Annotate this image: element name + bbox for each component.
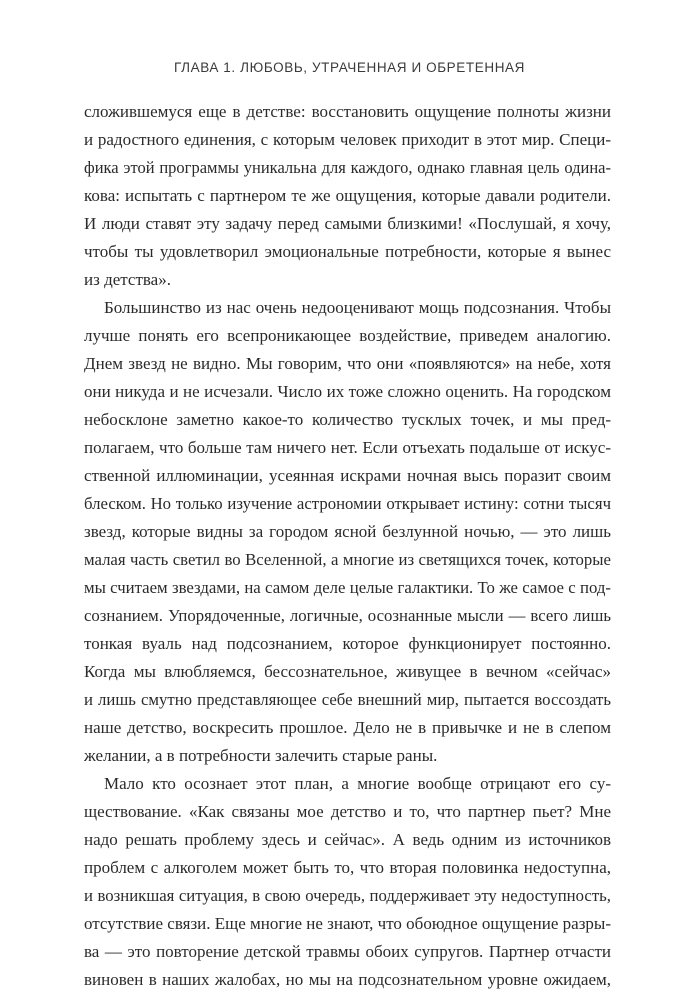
text-line: они никуда и не исчезали. Число их тоже сложно оценить. На городском — [84, 382, 611, 401]
text-line: виновен в наших жалобах, но мы на подсознательном уровне ожидаем, — [84, 970, 611, 989]
text-line: наше детство, воскресить прошлое. Дело не в привычке и не в слепом — [84, 718, 611, 737]
paragraph-3 — [84, 770, 611, 994]
text-line: звезд, которые видны за городом ясной безлунной ночью, — это лишь — [84, 522, 611, 541]
text-line: мы считаем звездами, на самом деле целые галактики. То же самое с под- — [84, 578, 611, 597]
text-line: Большинство из нас очень недооценивают мощь подсознания. Чтобы — [104, 298, 611, 317]
text-line: сложившемуся еще в детстве: восстановить ощущение полноты жизни — [84, 102, 611, 121]
text-line: и лишь смутно представляющее себе внешний мир, пытается воссоздать — [84, 690, 611, 709]
text-line: лучше понять его всепроникающее воздействие, приведем аналогию. — [84, 326, 611, 345]
paragraph-1 — [84, 98, 611, 294]
text-line: желании, а в потребности залечить старые раны. — [84, 746, 438, 765]
text-line: сознанием. Упорядоченные, логичные, осознанные мысли — всего лишь — [84, 606, 611, 625]
text-line: ществование. «Как связаны мое детство и то, что партнер пьет? Мне — [84, 802, 611, 821]
text-line: блеском. Но только изучение астрономии открывает истину: сотни тысяч — [84, 494, 611, 513]
text-line: чтобы ты удовлетворил эмоциональные потребности, которые я вынес — [84, 242, 611, 261]
text-line: тонкая вуаль над подсознанием, которое функционирует постоянно. — [84, 634, 611, 653]
text-line: ва — это повторение детской травмы обоих супругов. Партнер отчасти — [84, 942, 611, 961]
paragraph-2 — [84, 294, 611, 770]
text-line: Когда мы влюбляемся, бессознательное, живущее в вечном «сейчас» — [84, 662, 611, 681]
text-line: ственной иллюминации, усеянная искрами ночная высь поразит своим — [84, 466, 611, 485]
text-line: отсутствие связи. Еще многие не знают, что обоюдное ощущение разры- — [84, 914, 611, 933]
text-line: из детства». — [84, 270, 171, 289]
text-line: малая часть светил во Вселенной, а многие из светящихся точек, которые — [84, 550, 611, 569]
text-line: кова: испытать с партнером те же ощущения, которые давали родители. — [84, 186, 611, 205]
text-line: полагаем, что больше там ничего нет. Если отъехать подальше от искус- — [84, 438, 611, 457]
text-line: Днем звезд не видно. Мы говорим, что они «появляются» на небе, хотя — [84, 354, 611, 373]
text-line: надо решать проблему здесь и сейчас». А ведь одним из источников — [84, 830, 611, 849]
running-header: ГЛАВА 1. ЛЮБОВЬ, УТРАЧЕННАЯ И ОБРЕТЕННАЯ — [173, 60, 525, 75]
text-line: и радостного единения, с которым человек приходит в этот мир. Специ- — [84, 130, 611, 149]
body-text — [84, 98, 611, 994]
text-line: И люди ставят эту задачу перед самыми близкими! «Послушай, я хочу, — [84, 214, 611, 233]
text-line: проблем с алкоголем может быть то, что вторая половинка недоступна, — [84, 858, 611, 877]
text-line: Мало кто осознает этот план, а многие вообще отрицают его су- — [104, 774, 611, 793]
text-line: небосклоне заметно какое-то количество тусклых точек, и мы пред- — [84, 410, 611, 429]
text-line: и возникшая ситуация, в свою очередь, поддерживает эту недоступность, — [84, 886, 611, 905]
text-line: фика этой программы уникальна для каждого, однако главная цель одина- — [84, 158, 611, 177]
